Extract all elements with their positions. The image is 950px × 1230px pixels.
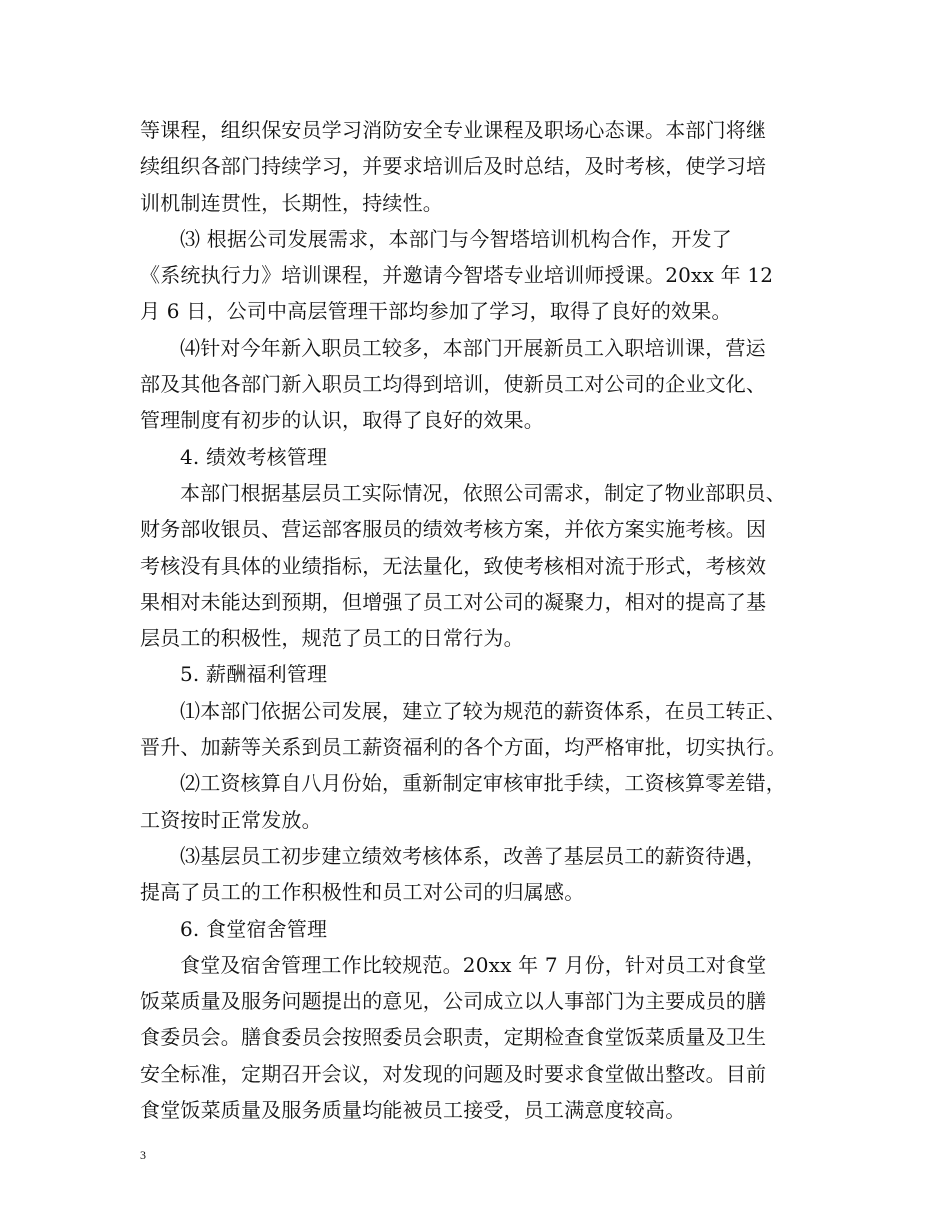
text-line: 本部门根据基层员工实际情况，依照公司需求，制定了物业部职员、	[180, 480, 786, 505]
text-line: ⑴本部门依据公司发展，建立了较为规范的薪资体系，在员工转正、	[180, 698, 786, 723]
text-line: 训机制连贯性，长期性，持续性。	[140, 190, 443, 215]
text-line: 月 6 日，公司中高层管理干部均参加了学习，取得了良好的效果。	[140, 299, 732, 324]
text-line: 5. 薪酬福利管理	[180, 662, 328, 687]
text-line: 层员工的积极性，规范了员工的日常行为。	[140, 626, 524, 651]
text-line: 食委员会。膳食委员会按照委员会职责，定期检查食堂饭菜质量及卫生	[140, 1025, 767, 1050]
text-line: 工资按时正常发放。	[140, 807, 322, 832]
text-line: ⑶ 根据公司发展需求，本部门与今智塔培训机构合作，开发了	[180, 226, 732, 251]
text-line: ⑷针对今年新入职员工较多，本部门开展新员工入职培训课，营运	[180, 335, 766, 360]
text-line: 续组织各部门持续学习，并要求培训后及时总结，及时考核，使学习培	[140, 154, 767, 179]
text-line: 6. 食堂宿舍管理	[180, 916, 328, 941]
text-line: 4. 绩效考核管理	[180, 444, 328, 469]
page-number: 3	[140, 1148, 146, 1162]
text-line: 晋升、加薪等关系到员工薪资福利的各个方面，均严格审批，切实执行。	[140, 735, 787, 760]
text-line: 财务部收银员、营运部客服员的绩效考核方案，并依方案实施考核。因	[140, 517, 767, 542]
text-line: 食堂及宿舍管理工作比较规范。20xx 年 7 月份，针对员工对食堂	[180, 952, 767, 977]
text-line: 果相对未能达到预期，但增强了员工对公司的凝聚力，相对的提高了基	[140, 589, 767, 614]
text-line: 部及其他各部门新入职员工均得到培训，使新员工对公司的企业文化、	[140, 372, 767, 397]
text-line: ⑶基层员工初步建立绩效考核体系，改善了基层员工的薪资待遇，	[180, 843, 766, 868]
text-line: 等课程，组织保安员学习消防安全专业课程及职场心态课。本部门将继	[140, 118, 767, 142]
text-line: 考核没有具体的业绩指标，无法量化，致使考核相对流于形式，考核效	[140, 553, 767, 578]
text-line: 饭菜质量及服务问题提出的意见，公司成立以人事部门为主要成员的膳	[140, 989, 767, 1014]
text-line: 提高了员工的工作积极性和员工对公司的归属感。	[140, 880, 585, 905]
document-body	[140, 112, 830, 1128]
text-line: ⑵工资核算自八月份始，重新制定审核审批手续，工资核算零差错，	[180, 771, 786, 796]
text-line: 管理制度有初步的认识，取得了良好的效果。	[140, 408, 544, 433]
text-line: 安全标准，定期召开会议，对发现的问题及时要求食堂做出整改。目前	[140, 1061, 767, 1086]
text-line: 食堂饭菜质量及服务质量均能被员工接受，员工满意度较高。	[140, 1098, 686, 1123]
text-line: 《系统执行力》培训课程，并邀请今智塔专业培训师授课。20xx 年 12	[140, 263, 774, 288]
